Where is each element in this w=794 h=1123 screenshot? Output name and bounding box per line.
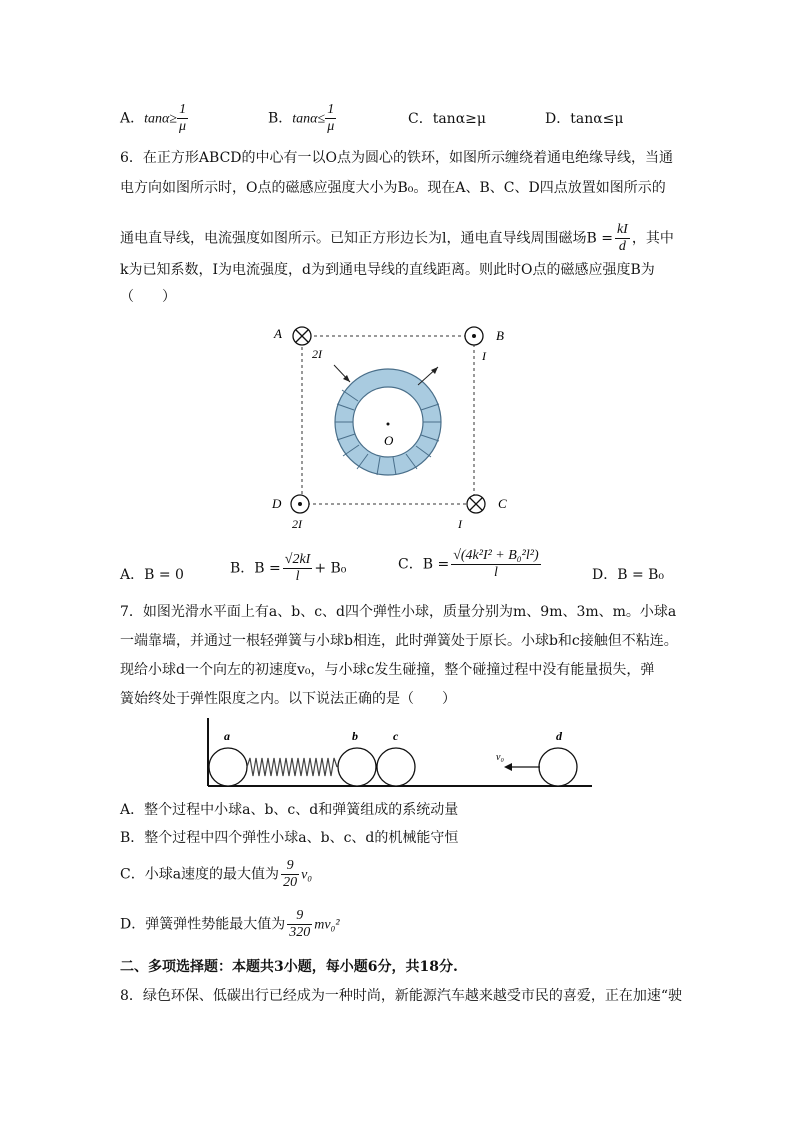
fraction: $\frac{9}{20}$ <box>283 858 298 890</box>
q7-line-4: 簧始终处于弹性限度之内。以下说法正确的是（ ） <box>120 691 456 707</box>
label-b: b <box>352 729 358 743</box>
q5-option-c[interactable]: C．tanα≥μ <box>408 111 486 127</box>
ball-a <box>209 748 247 786</box>
q6-line-5: （ ） <box>120 289 176 305</box>
current-C: I <box>458 517 462 531</box>
q6-option-a[interactable]: A．B = 0 <box>120 567 184 583</box>
ball-b <box>338 748 376 786</box>
q7-figure <box>200 714 600 794</box>
ball-d <box>539 748 577 786</box>
q8-line-1: 8．绿色环保、低碳出行已经成为一种时尚，新能源汽车越来越受市民的喜爱，正在加速“驶 <box>120 988 683 1004</box>
q6-line-1: 6．在正方形ABCD的中心有一以O点为圆心的铁环，如图所示缠绕着通电绝缘导线，当通 <box>120 150 673 166</box>
spring <box>247 758 337 776</box>
q5-option-a[interactable]: A．tanα≥ $\frac{1}{\mu}$ <box>120 102 187 134</box>
label-D: D <box>272 496 282 511</box>
q7-option-d[interactable]: D．弹簧弹性势能最大值为 $\frac{9}{320}$ mv₀² <box>120 908 340 940</box>
current-A: 2I <box>312 347 322 361</box>
ball-c <box>377 748 415 786</box>
label-B: B <box>496 328 504 343</box>
q6-option-d[interactable]: D．B = B₀ <box>592 567 665 583</box>
label-C: C <box>498 496 507 511</box>
q7-line-3: 现给小球d一个向左的初速度v₀，与小球c发生碰撞，整个碰撞过程中没有能量损失，弹 <box>120 662 655 678</box>
label-c: c <box>393 729 399 743</box>
fraction: $\frac{\text{√(4k²I² + B₀²l²)}}{l}$ <box>453 548 539 580</box>
fraction: $\frac{1}{\mu}$ <box>327 102 335 134</box>
q7-line-2: 一端靠墙，并通过一根轻弹簧与小球b相连，此时弹簧处于原长。小球b和c接触但不粘连。 <box>120 633 678 649</box>
label-v0: v₀ <box>496 752 504 763</box>
wire-B-out-of-page <box>465 327 483 345</box>
label-O: O <box>384 433 394 448</box>
current-D: 2I <box>292 517 302 531</box>
fraction: $\frac{9}{320}$ <box>289 908 311 940</box>
q5-option-b[interactable]: B．tanα≤ $\frac{1}{\mu}$ <box>268 102 335 134</box>
fraction: $\frac{1}{\mu}$ <box>179 102 187 134</box>
label-a: a <box>224 729 230 743</box>
q6-line-2: 电方向如图所示时，O点的磁感应强度大小为B₀。现在A、B、C、D四点放置如图所示的 <box>120 180 666 196</box>
q6-line-4: k为已知系数，I为电流强度，d为到通电导线的直线距离。则此时O点的磁感应强度B为 <box>120 262 655 278</box>
q7-option-c[interactable]: C．小球a速度的最大值为 $\frac{9}{20}$ v₀ <box>120 858 313 890</box>
q6-line-3: 通电直导线，电流强度如图所示。已知正方形边长为l，通电直导线周围磁场B = $\frac{kI}{d}$ ，其中 <box>120 222 674 254</box>
wire-D-out-of-page <box>291 495 309 513</box>
label-A: A <box>274 326 282 341</box>
q6-figure <box>260 318 530 538</box>
current-B: I <box>482 349 486 363</box>
q6-option-b[interactable]: B．B = $\frac{√2kI}{l}$ + B₀ <box>230 552 347 584</box>
q7-option-b[interactable]: B．整个过程中四个弹性小球a、b、c、d的机械能守恒 <box>120 830 459 846</box>
q7-option-a[interactable]: A．整个过程中小球a、b、c、d和弹簧组成的系统动量 <box>120 802 459 818</box>
label-d: d <box>556 729 562 743</box>
fraction: $\frac{kI}{d}$ <box>616 222 628 254</box>
q6-option-c[interactable]: C．B = $\frac{\text{√(4k²I² + B₀²l²)}}{l}$ <box>398 548 539 580</box>
q5-option-d[interactable]: D．tanα≤μ <box>545 111 624 127</box>
section-heading: 二、多项选择题：本题共3小题，每小题6分，共18分. <box>120 959 458 975</box>
wire-A-into-page <box>293 327 311 345</box>
wire-C-into-page <box>467 495 485 513</box>
fraction: $\frac{√2kI}{l}$ <box>284 552 311 584</box>
q7-line-1: 7．如图光滑水平面上有a、b、c、d四个弹性小球，质量分别为m、9m、3m、m。小球a <box>120 604 677 620</box>
